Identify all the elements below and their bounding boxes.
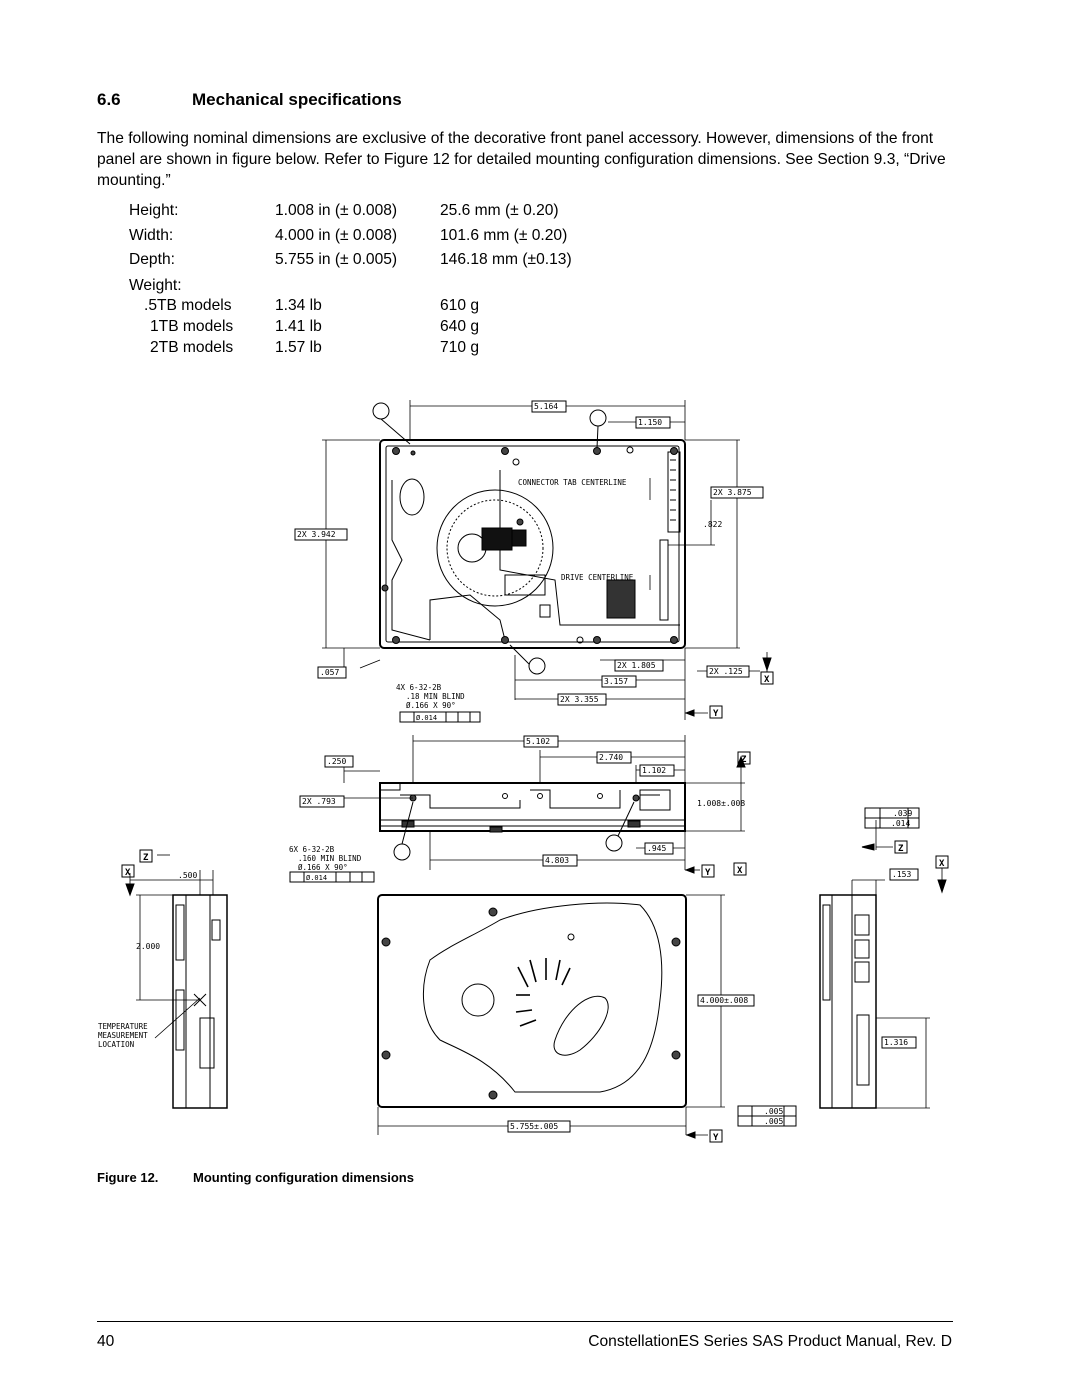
- tolerance-note: Ø.014: [306, 874, 328, 882]
- dim-label: .250: [327, 757, 347, 766]
- temperature-note: LOCATION: [98, 1040, 135, 1049]
- dim-label: 5.102: [526, 737, 551, 746]
- weight-lb: 1.41 lb: [275, 318, 322, 335]
- tolerance-note: Ø.014: [416, 714, 438, 722]
- section-number: 6.6: [97, 90, 121, 109]
- dim-label: .057: [320, 668, 340, 677]
- weight-lb: 1.57 lb: [275, 339, 322, 356]
- top-view: [295, 400, 773, 722]
- weight-g: 640 g: [440, 318, 480, 335]
- dim-label: 2X .793: [302, 797, 336, 806]
- dim-label: 1.150: [638, 418, 663, 427]
- dim-label: .153: [892, 870, 912, 879]
- weight-g: 710 g: [440, 339, 480, 356]
- depth-label: Depth:: [129, 251, 175, 268]
- screw-note: Ø.166 X 90°: [406, 701, 456, 710]
- depth-inches: 5.755 in (± 0.005): [275, 251, 398, 268]
- dim-label: 5.755±.005: [510, 1122, 559, 1131]
- dim-label: 1.102: [642, 766, 667, 775]
- height-label: Height:: [129, 202, 179, 219]
- dim-label: 4.000±.008: [700, 996, 749, 1005]
- dim-label: 2X 1.805: [617, 661, 656, 670]
- page-number: 40: [97, 1333, 115, 1350]
- dim-label: .005: [764, 1117, 784, 1126]
- weight-model: .5TB models: [144, 297, 232, 314]
- weight-g: 610 g: [440, 297, 480, 314]
- depth-metric: 146.18 mm (±0.13): [440, 251, 572, 268]
- weight-model: 1TB models: [150, 318, 234, 335]
- dim-label: 3.157: [604, 677, 629, 686]
- dim-label: 2X 3.355: [560, 695, 599, 704]
- temperature-note: TEMPERATURE: [98, 1022, 148, 1031]
- dim-label: .039: [893, 809, 913, 818]
- weight-model: 2TB models: [150, 339, 234, 356]
- bottom-view: [378, 895, 796, 1142]
- dim-label: 5.164: [534, 402, 559, 411]
- width-metric: 101.6 mm (± 0.20): [440, 227, 568, 244]
- screw-note: 4X 6-32-2B: [396, 683, 442, 692]
- dim-label: 2X 3.875: [713, 488, 752, 497]
- weight-lb: 1.34 lb: [275, 297, 322, 314]
- mounting-dimensions-drawing: [96, 390, 976, 1150]
- datum-z: Z: [143, 853, 149, 863]
- datum-x: X: [764, 675, 770, 685]
- screw-note: 6X 6-32-2B: [289, 845, 335, 854]
- screw-note: .160 MIN BLIND: [298, 854, 362, 863]
- height-inches: 1.008 in (± 0.008): [275, 202, 398, 219]
- dim-label: 2.740: [599, 753, 624, 762]
- datum-x: X: [737, 866, 743, 876]
- datum-z: Z: [898, 844, 904, 854]
- figure-caption-label: Figure 12.: [97, 1170, 159, 1185]
- dim-label: 2.000: [136, 942, 161, 951]
- width-inches: 4.000 in (± 0.008): [275, 227, 398, 244]
- right-end-view: [820, 808, 948, 1108]
- datum-z: Z: [741, 755, 747, 765]
- footer-title: ConstellationES Series SAS Product Manual, Rev. D: [588, 1333, 952, 1350]
- dim-label: 4.803: [545, 856, 570, 865]
- footer-rule: [97, 1321, 953, 1322]
- height-metric: 25.6 mm (± 0.20): [440, 202, 559, 219]
- datum-x: X: [939, 859, 945, 869]
- drive-centerline-note: DRIVE CENTERLINE: [561, 573, 634, 582]
- dim-label: 2X .125: [709, 667, 743, 676]
- temperature-note: MEASUREMENT: [98, 1031, 148, 1040]
- left-end-view: [122, 850, 227, 1108]
- datum-y: Y: [705, 868, 711, 878]
- dim-label: 2X 3.942: [297, 530, 336, 539]
- dim-label: 1.008±.008: [697, 799, 746, 808]
- dim-label: .500: [178, 871, 198, 880]
- dim-label: .945: [647, 844, 667, 853]
- datum-y: Y: [713, 709, 719, 719]
- figure-caption-text: Mounting configuration dimensions: [193, 1170, 414, 1185]
- section-heading: [97, 90, 402, 110]
- weight-label: Weight:: [129, 277, 182, 294]
- intro-paragraph: The following nominal dimensions are exclusive of the decorative front panel accessory. However, dimensions of the front panel are shown in figure below. Refer to Figure 12 for detailed mounting configuration dimensions. See Section 9.3, “Drive mounting.”: [97, 130, 946, 189]
- screw-note: Ø.166 X 90°: [298, 863, 348, 872]
- dim-label: .005: [764, 1107, 784, 1116]
- dim-label: 1.316: [884, 1038, 909, 1047]
- section-title: Mechanical specifications: [192, 90, 402, 109]
- connector-centerline-note: CONNECTOR TAB CENTERLINE: [518, 478, 627, 487]
- dim-label: .014: [891, 819, 911, 828]
- datum-y: Y: [713, 1133, 719, 1143]
- width-label: Width:: [129, 227, 174, 244]
- screw-note: .18 MIN BLIND: [406, 692, 465, 701]
- dim-label: .822: [703, 520, 723, 529]
- datum-x: X: [125, 868, 131, 878]
- figure-caption: [97, 1170, 414, 1185]
